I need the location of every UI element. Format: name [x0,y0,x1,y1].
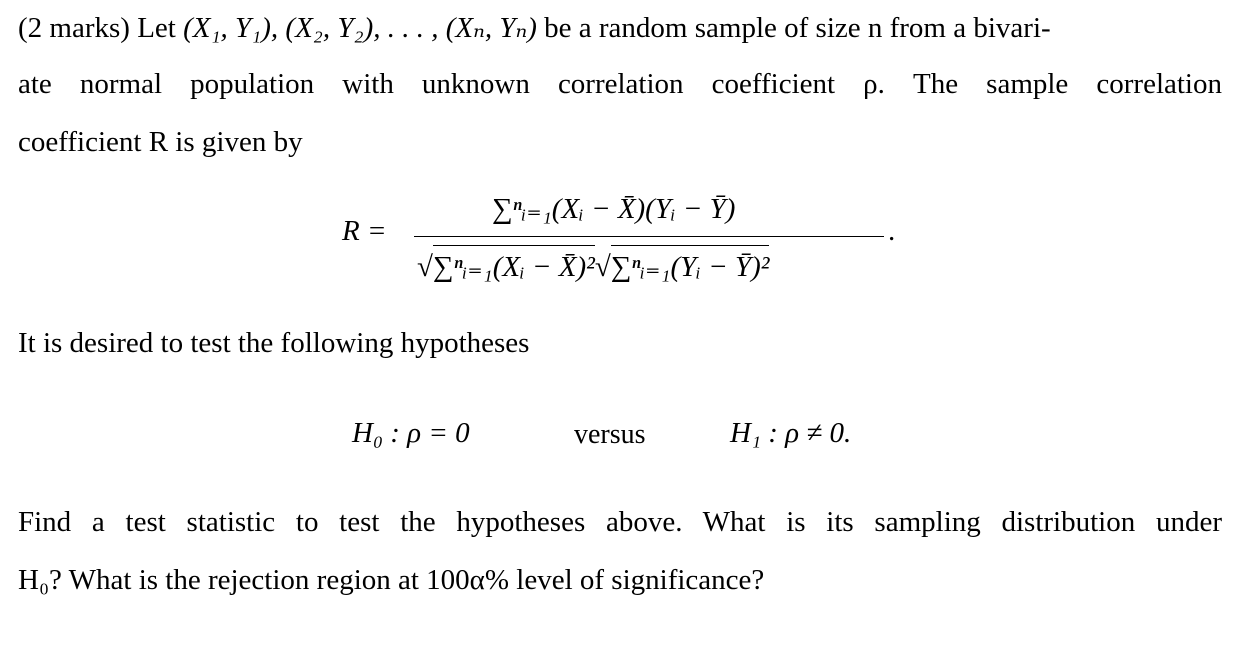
question-line-2: ate normal population with unknown correlation coefficient ρ. The sample correlation [18,68,1222,100]
formula-numerator: ∑ⁿᵢ₌₁(Xᵢ − X̄)(Yᵢ − Ȳ) [492,193,736,225]
denominator-y-term: ∑ⁿᵢ₌₁(Yᵢ − Ȳ)² [611,245,770,284]
null-hypothesis: H₀ : ρ = 0 [352,417,470,449]
versus-label: versus [574,419,646,450]
hypotheses-intro: It is desired to test the following hypotheses [18,327,530,359]
fraction-bar [414,236,884,237]
formula-denominator [417,245,769,284]
sqrt-icon: √ [417,251,433,283]
question-line-3: coefficient R is given by [18,126,303,158]
sample-list: (X₁, Y₁), (X₂, Y₂), . . . , (Xₙ, Yₙ) [183,12,537,44]
formula-lhs: R = [342,215,387,247]
denominator-x-term: ∑ⁿᵢ₌₁(Xᵢ − X̄)² [433,245,595,284]
correlation-formula [342,185,902,305]
lead-in-text: Let [137,12,176,44]
question-line-1 [18,10,1051,45]
alternative-hypothesis: H₁ : ρ ≠ 0. [730,417,852,449]
marks-label: (2 marks) [18,12,130,44]
formula-period: . [888,215,896,247]
sqrt-icon: √ [594,251,611,283]
question-line-last: H₀? What is the rejection region at 100α% level of significance? [18,564,765,596]
line-1-rest: be a random sample of size n from a bivari- [544,12,1051,44]
question-line-find: Find a test statistic to test the hypotheses above. What is its sampling distribution under [18,506,1222,538]
